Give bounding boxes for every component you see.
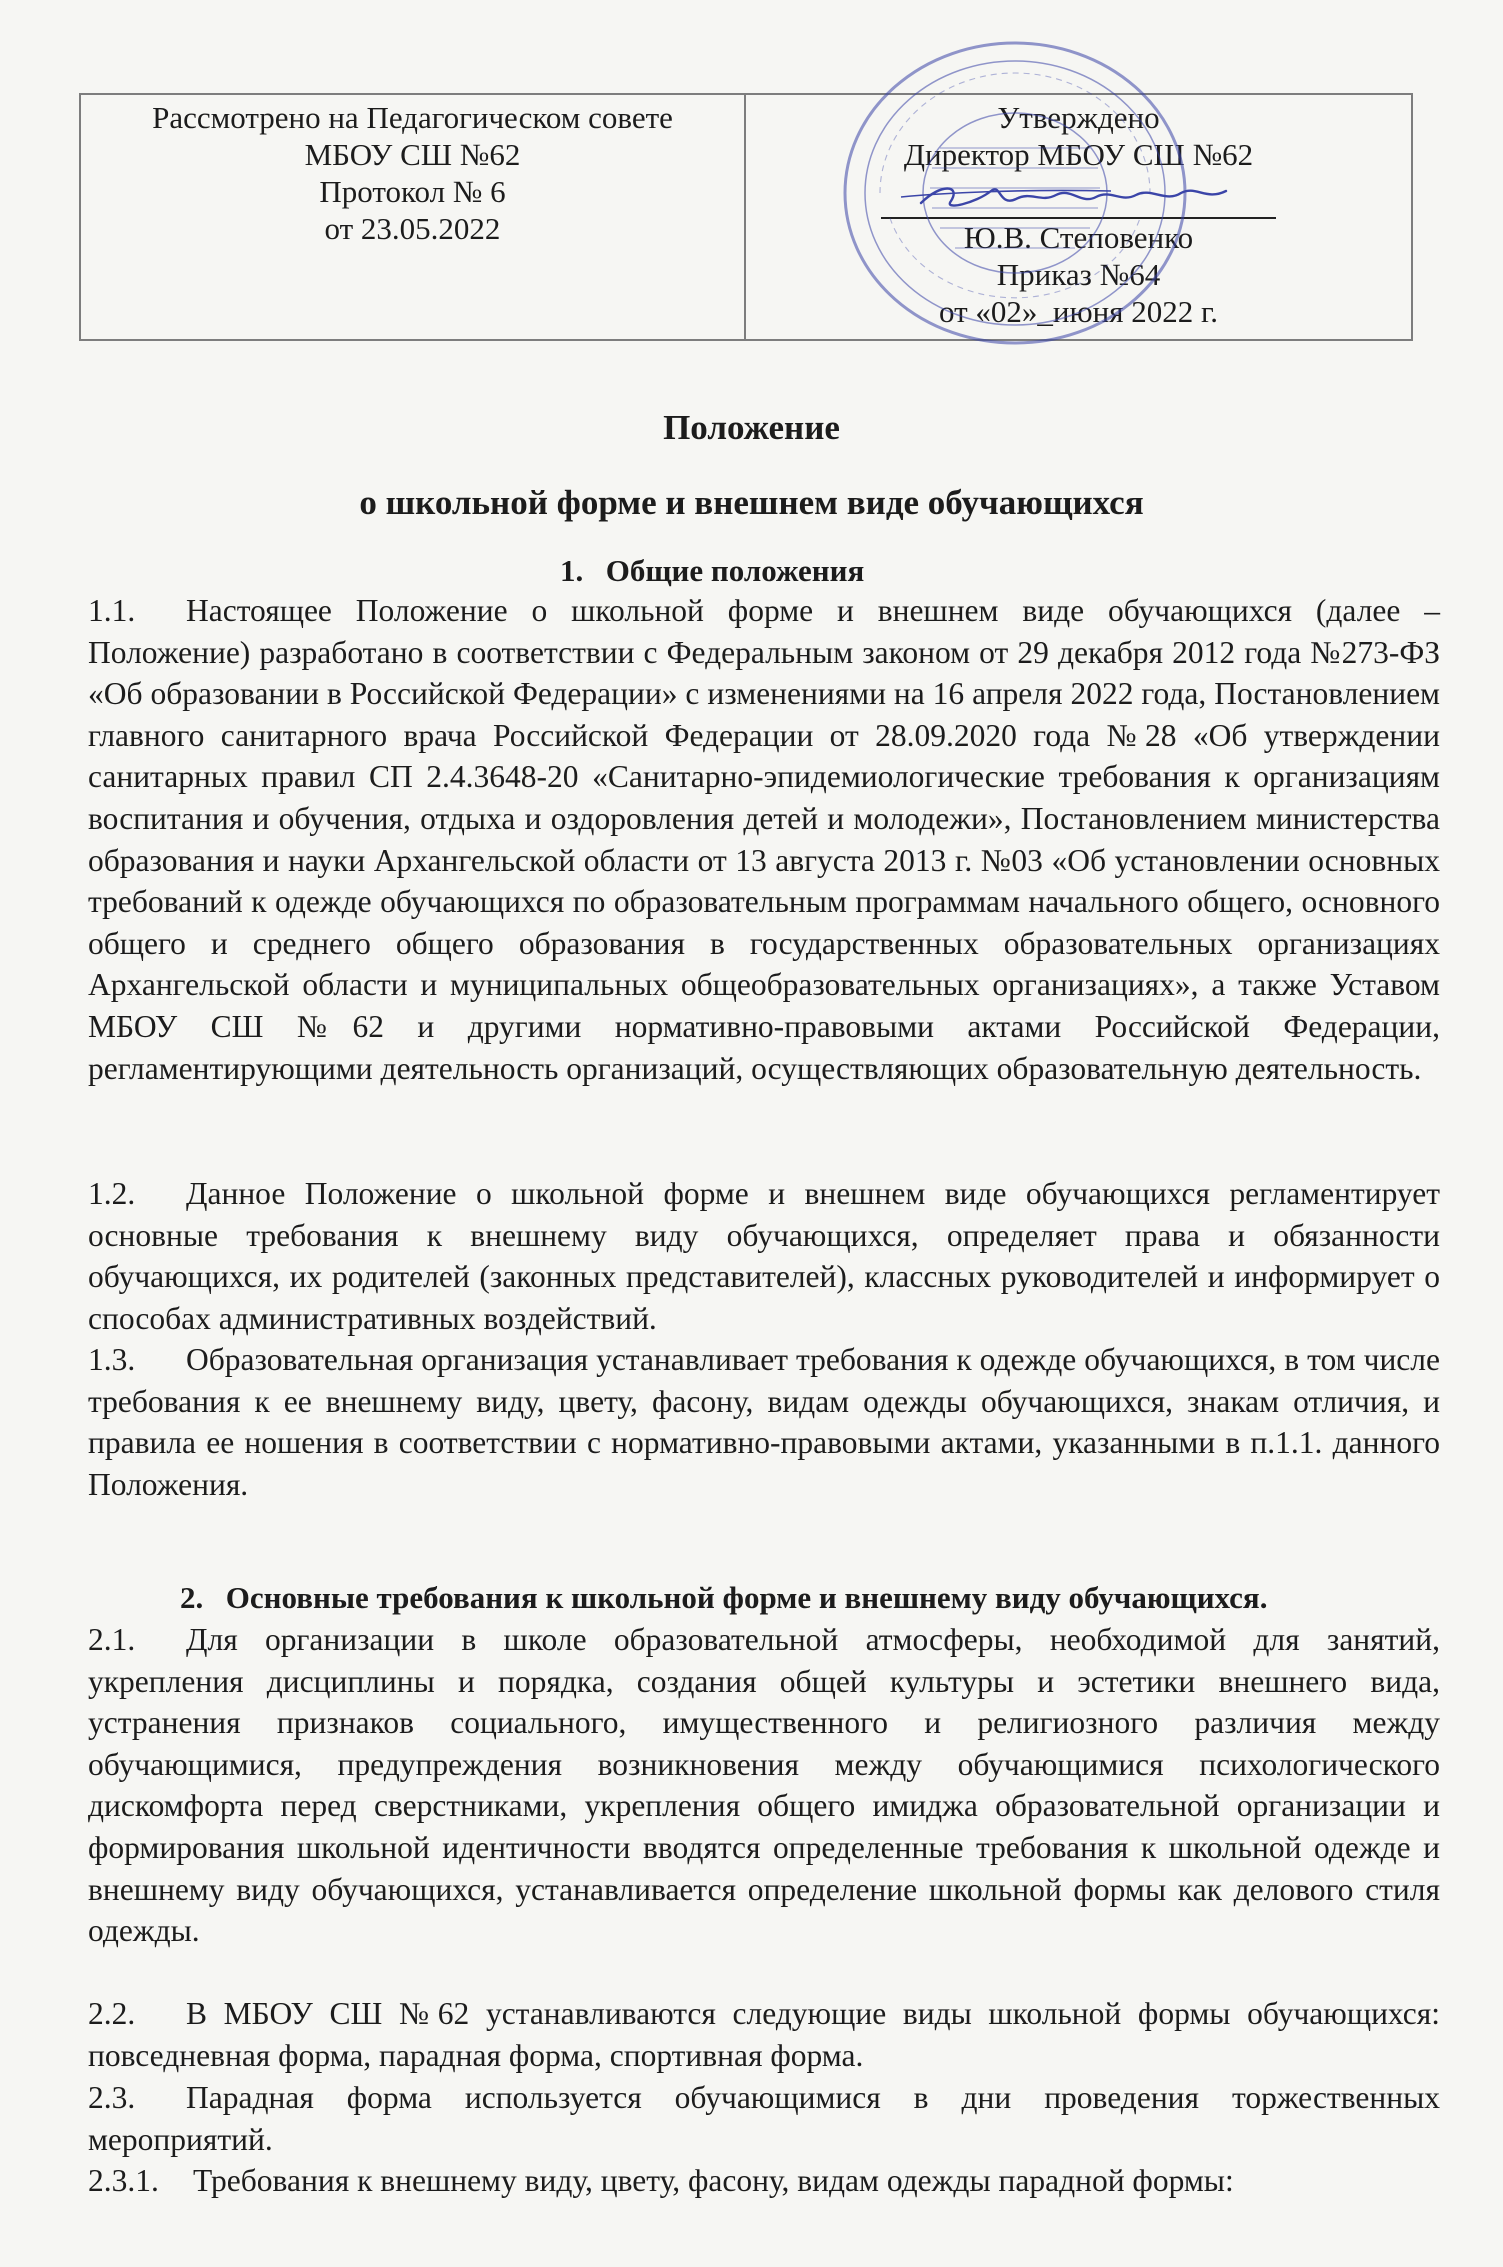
section-1-number: 1. (560, 553, 584, 588)
approval-line-1: Утверждено (997, 100, 1160, 135)
paragraph-number: 1.2. (88, 1176, 136, 1211)
official-stamp (820, 28, 1210, 358)
section-2-heading (180, 1580, 1267, 1616)
section-2-title: Основные требования к школьной форме и внешнему виду обучающихся. (225, 1580, 1268, 1615)
paragraph-text: Требования к внешнему виду, цвету, фасону, видам одежды парадной формы: (193, 2163, 1234, 2198)
paragraph-number: 2.2. (88, 1996, 136, 2031)
council-line-1: Рассмотрено на Педагогическом совете (152, 100, 673, 135)
approval-line-4: Приказ №64 (996, 257, 1161, 292)
council-line-4: от 23.05.2022 (324, 211, 501, 246)
paragraph-text: Парадная форма используется обучающимися в дни проведения торжественных мероприятий. (88, 2080, 1440, 2157)
approval-table (79, 93, 1413, 341)
council-line-2: МБОУ СШ №62 (304, 137, 521, 172)
section-1-heading (560, 553, 864, 589)
section-1-title: Общие положения (605, 553, 865, 588)
paragraph-2-2 (88, 1993, 1440, 2076)
paragraph-2-1 (88, 1619, 1440, 1952)
paragraph-1-2 (88, 1173, 1440, 1339)
council-review-block (81, 95, 746, 339)
paragraph-2-3-1 (88, 2160, 1440, 2202)
paragraph-2-3 (88, 2077, 1440, 2160)
approval-line-3: Ю.В. Степовенко (963, 220, 1194, 255)
paragraph-text: Данное Положение о школьной форме и внешнем виде обучающихся регламентирует основные требования к внешнему виду обучающихся, определяет права и обязанности обучающихся, их родителей (законных представителей), классных руководителей и информирует о способах административных воздействий. (88, 1176, 1440, 1336)
paragraph-number: 2.3. (88, 2080, 136, 2115)
paragraph-number: 2.1. (88, 1622, 136, 1657)
paragraph-number: 1.1. (88, 593, 136, 628)
paragraph-text: Для организации в школе образовательной атмосферы, необходимой для занятий, укрепления дисциплины и порядка, создания общей культуры и эстетики внешнего вида, устранения признаков социального, имущественного и религиозного различия между обучающимися, предупреждения возникновения между обучающимися психологического дискомфорта перед сверстниками, укрепления общего имиджа образовательной организации и формирования школьной идентичности вводятся определенные требования к школьной одежде и внешнему виду обучающихся, устанавливается определение школьной формы как делового стиля одежды. (88, 1622, 1440, 1949)
paragraph-text: В МБОУ СШ №62 устанавливаются следующие виды школьной формы обучающихся: повседневная форма, парадная форма, спортивная форма. (88, 1996, 1440, 2073)
paragraph-1-3 (88, 1339, 1440, 1505)
paragraph-number: 1.3. (88, 1342, 136, 1377)
document-subtitle: о школьной форме и внешнем виде обучающихся (359, 483, 1144, 522)
paragraph-text: Настоящее Положение о школьной форме и внешнем виде обучающихся (далее – Положение) разработано в соответствии с Федеральным законом от 29 декабря 2012 года №273-ФЗ «Об образовании в Российской Федерации» с изменениями на 16 апреля 2022 года, Постановлением главного санитарного врача Российской Федерации от 28.09.2020 года №28 «Об утверждении санитарных правил СП 2.4.3648-20 «Санитарно-эпидемиологические требования к организациям воспитания и обучения, отдыха и оздоровления детей и молодежи», Постановлением министерства образования и науки Архангельской области от 13 августа 2013 г. №03 «Об установлении основных требований к одежде обучающихся по образовательным программам начального общего, основного общего и среднего общего образования в государственных образовательных организациях Архангельской области и муниципальных общеобразовательных организациях», а также Уставом МБОУ СШ №62 и другими нормативно-правовыми актами Российской Федерации, регламентирующими деятельность организаций, осуществляющих образовательную деятельность. (88, 593, 1440, 1086)
section-2-number: 2. (180, 1580, 204, 1615)
council-line-3: Протокол № 6 (319, 174, 506, 209)
paragraph-number: 2.3.1. (88, 2163, 159, 2198)
approval-line-5: от «02»_июня 2022 г. (939, 294, 1218, 329)
paragraph-1-1 (88, 590, 1440, 1089)
paragraph-text: Образовательная организация устанавливает требования к одежде обучающихся, в том числе требования к ее внешнему виду, цвету, фасону, видам одежды обучающихся, знакам отличия, и правила ее ношения в соответствии с нормативно-правовыми актами, указанными в п.1.1. данного Положения. (88, 1342, 1440, 1502)
approval-line-2: Директор МБОУ СШ №62 (903, 137, 1254, 172)
document-title: Положение (663, 408, 840, 447)
